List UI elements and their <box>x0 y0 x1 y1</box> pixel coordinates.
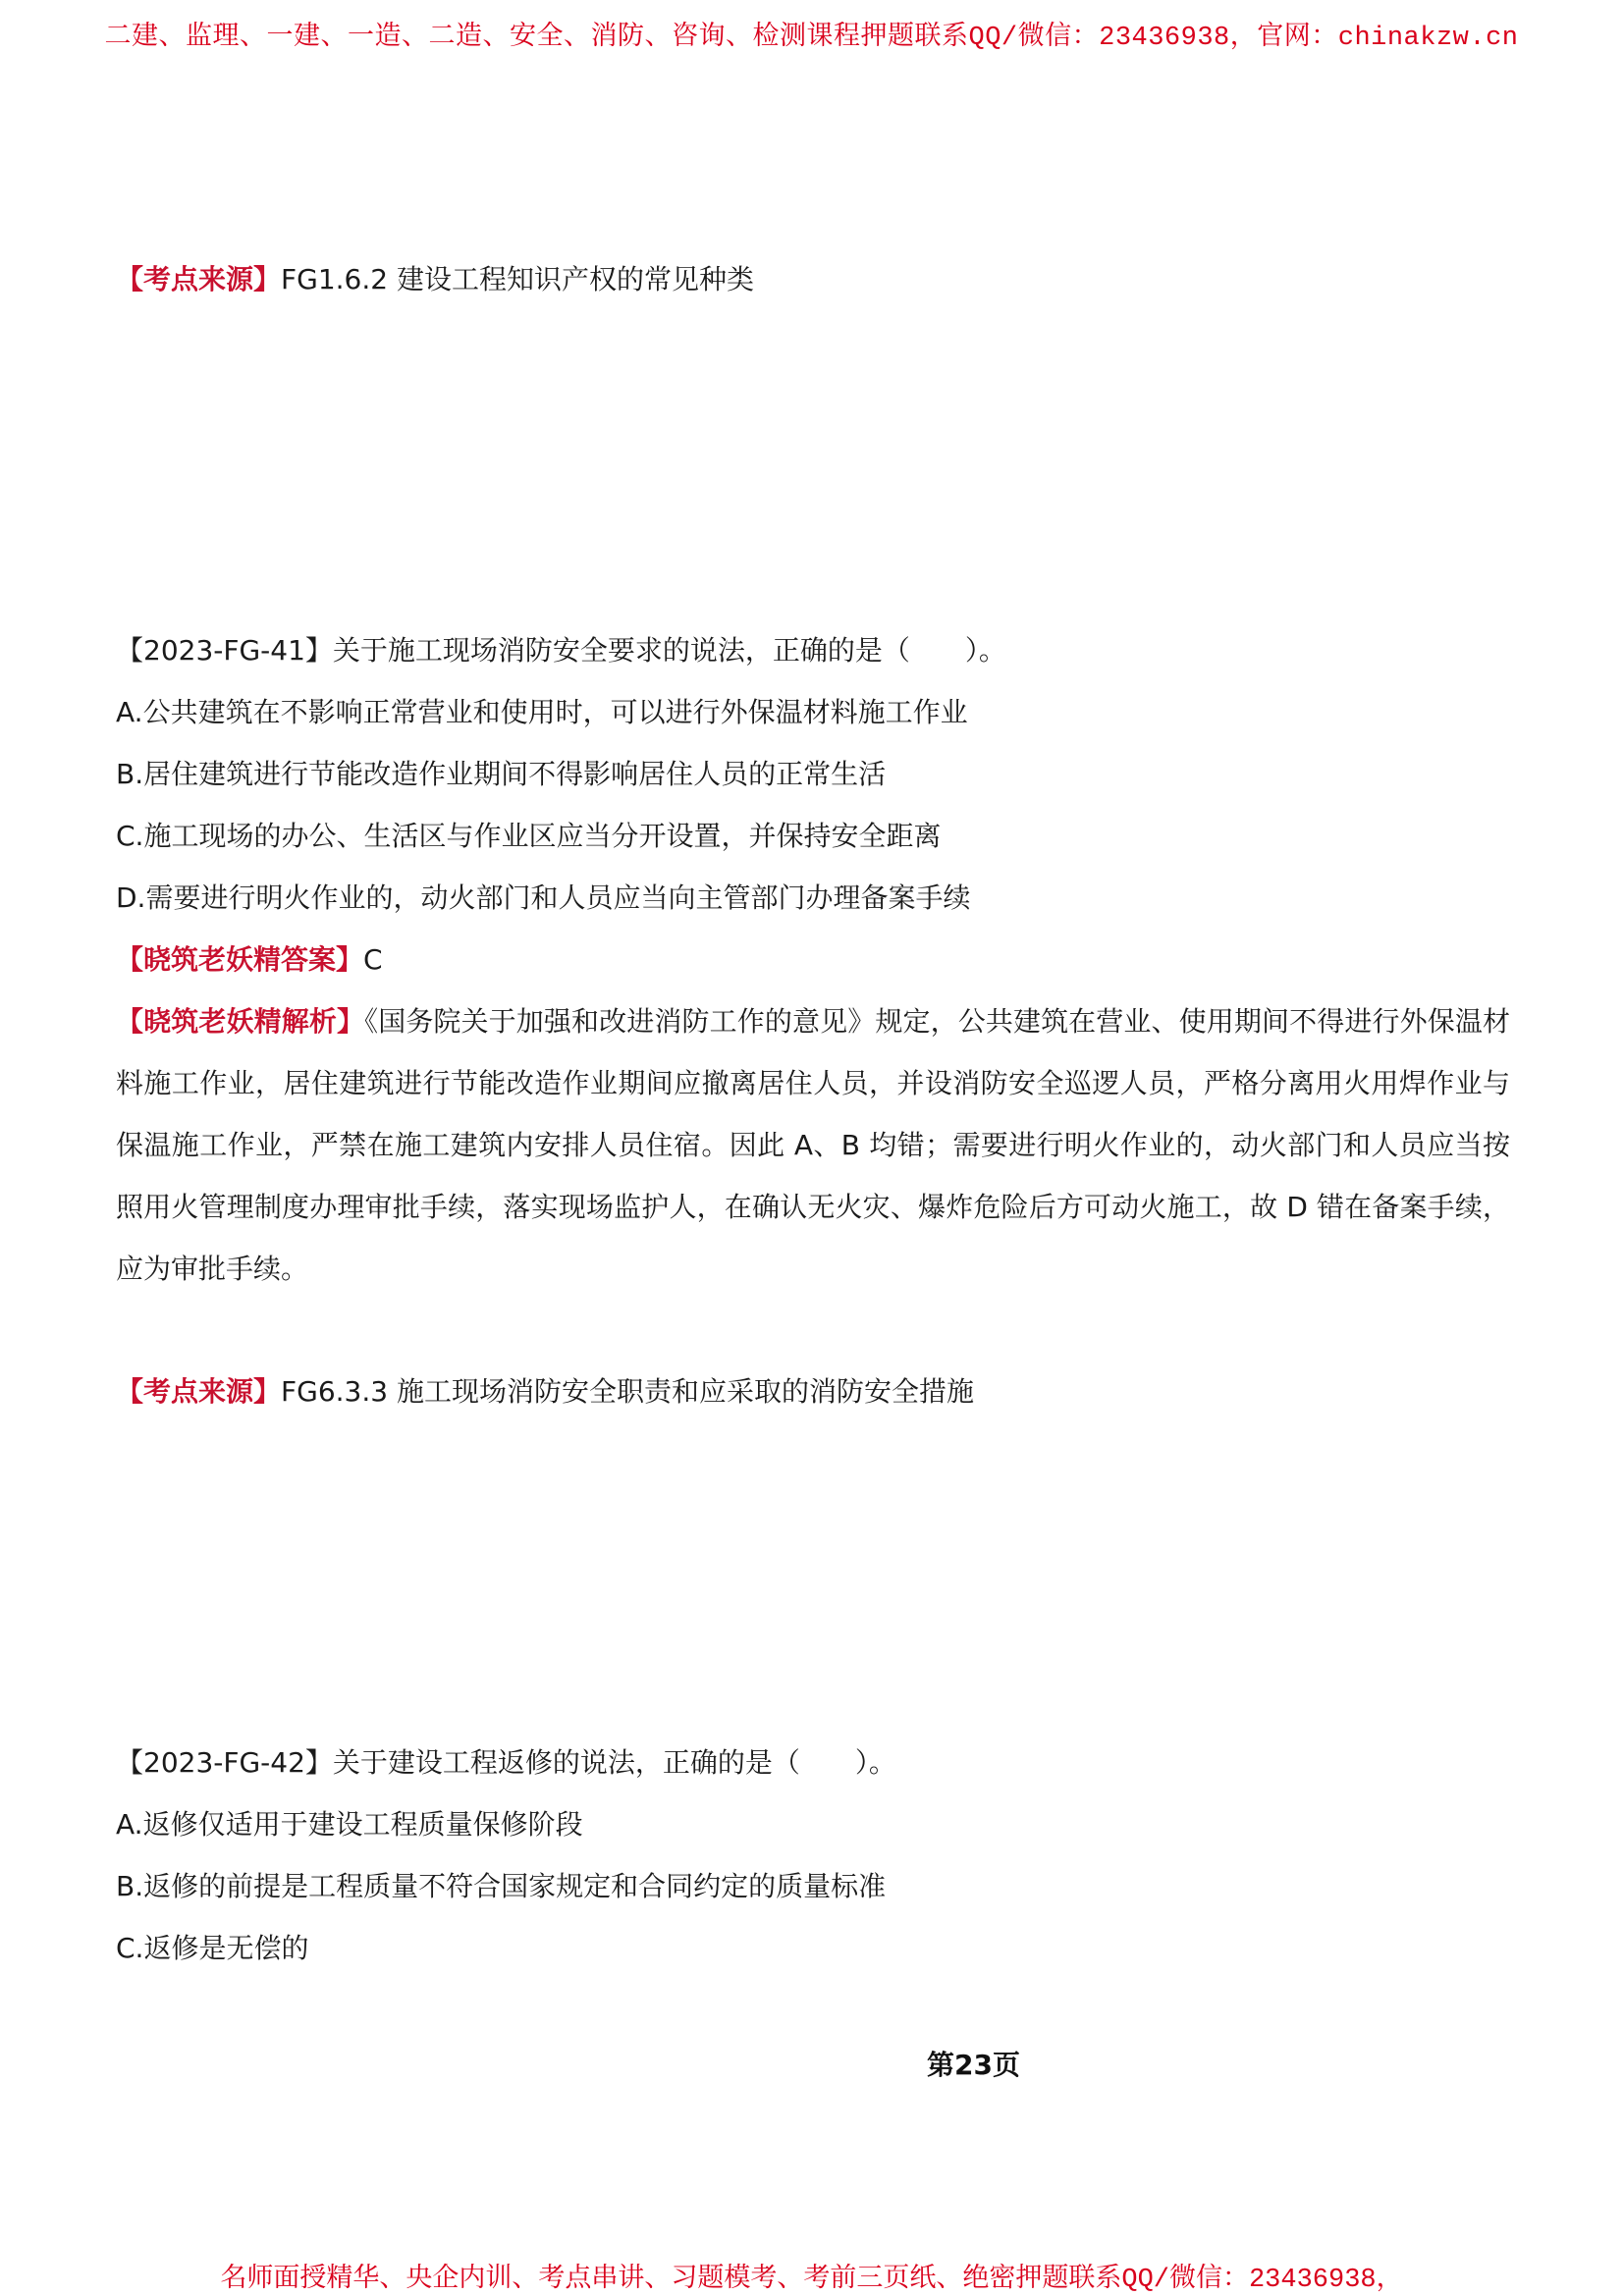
q41-option-d: D.需要进行明火作业的，动火部门和人员应当向主管部门办理备案手续 <box>116 881 971 914</box>
q42-option-a: A.返修仅适用于建设工程质量保修阶段 <box>116 1808 583 1841</box>
source-tag: 【考点来源】 <box>116 1375 282 1408</box>
q41-option-b: B.居住建筑进行节能改造作业期间不得影响居住人员的正常生活 <box>116 758 887 790</box>
source-tag: 【考点来源】 <box>116 263 282 295</box>
header-banner: 二建、监理、一建、一造、二造、安全、消防、咨询、检测课程押题联系QQ/微信：23436938，官网：chinakzw.cn <box>104 24 1519 53</box>
source-text: FG1.6.2 建设工程知识产权的常见种类 <box>281 263 754 295</box>
q41-option-c: C.施工现场的办公、生活区与作业区应当分开设置，并保持安全距离 <box>116 820 942 852</box>
answer-value: C <box>363 943 383 976</box>
explain-tag: 【晓筑老妖精解析】 <box>116 1005 365 1038</box>
question-41: 【2023-FG-41】关于施工现场消防安全要求的说法，正确的是（ ）。 <box>116 634 1006 667</box>
q41-explanation <box>116 990 1510 1300</box>
question-42: 【2023-FG-42】关于建设工程返修的说法，正确的是（ ）。 <box>116 1746 896 1779</box>
q42-option-c: C.返修是无偿的 <box>116 1932 309 1964</box>
source-text: FG6.3.3 施工现场消防安全职责和应采取的消防安全措施 <box>281 1375 974 1408</box>
source-line-41 <box>116 1372 974 1412</box>
page-number: 第23页 <box>927 2049 1020 2081</box>
q42-option-b: B.返修的前提是工程质量不符合国家规定和合同约定的质量标准 <box>116 1870 887 1902</box>
explain-text: 《国务院关于加强和改进消防工作的意见》规定，公共建筑在营业、使用期间不得进行外保温材料施工作业，居住建筑进行节能改造作业期间应撤离居住人员，并设消防安全巡逻人员，严格分离用火用焊作业与保温施工作业，严禁在施工建筑内安排人员住宿。因此 A、B 均错；需要进行明火作业的，动火部门和人员应当按照用火管理制度办理审批手续，落实现场监护人，在确认无火灾、爆炸危险后方可动火施工，故 D 错在备案手续，应为审批手续。 <box>116 1005 1510 1285</box>
q41-answer-line <box>116 940 383 980</box>
footer-banner: 名师面授精华、央企内训、考点串讲、习题模考、考前三页纸、绝密押题联系QQ/微信：23436938， <box>220 2266 1403 2295</box>
q41-option-a: A.公共建筑在不影响正常营业和使用时，可以进行外保温材料施工作业 <box>116 696 968 728</box>
source-line-1 <box>116 260 754 299</box>
answer-tag: 【晓筑老妖精答案】 <box>116 943 364 976</box>
